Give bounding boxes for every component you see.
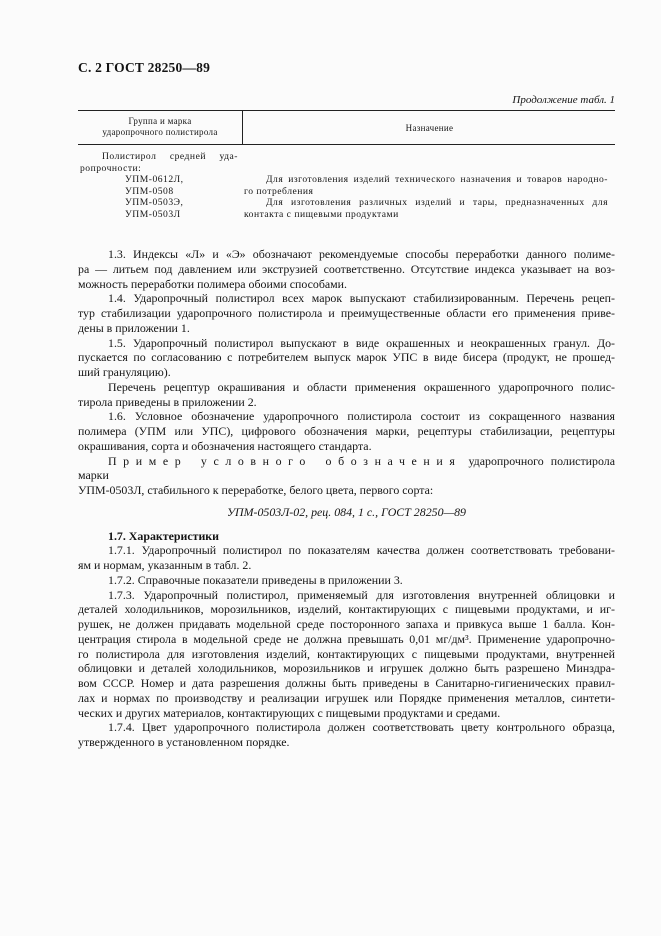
page-header: С. 2 ГОСТ 28250—89 bbox=[78, 60, 211, 75]
example-line: УПМ-0503Л, стабильного к переработке, белого цвета, первого сорта: bbox=[78, 483, 434, 497]
paragraph-line: тирола приведены в приложении 2. bbox=[78, 394, 257, 409]
example-line bbox=[78, 454, 615, 484]
table-top-rule bbox=[78, 110, 615, 111]
paragraph-line: 1.7.4. Цвет ударопрочного полистирола должен соответствовать цвету контрольного образца, bbox=[108, 720, 615, 735]
paragraph-line: 1.3. Индексы «Л» и «Э» обозначают рекомендуемые способы переработки данного полиме- bbox=[108, 247, 615, 261]
paragraph-line: облицовки и деталей холодильников, морозильников и игрушек должно быть разрешено Минздра- bbox=[78, 661, 615, 676]
table-cell-group bbox=[80, 151, 238, 221]
example-lead: Пример условного обозначения bbox=[108, 453, 462, 468]
table-group-line: ропрочности: bbox=[80, 162, 142, 174]
paragraph-line: 1.5. Ударопрочный полистирол выпускают в виде окрашенных и неокрашенных гранул. До- bbox=[108, 335, 615, 350]
section-title: 1.7. Характеристики bbox=[108, 528, 220, 543]
table-grade: УПМ-0503Э, bbox=[125, 197, 184, 209]
body-text bbox=[78, 247, 615, 750]
table-continuation-label: Продолжение табл. 1 bbox=[512, 94, 615, 106]
paragraph-line: ший грануляцию). bbox=[78, 365, 171, 379]
table-column-divider bbox=[242, 110, 243, 144]
paragraph-line: вом СССР. Номер и дата разрешения должны быть приведены в Санитарно-гигиенических правил- bbox=[78, 676, 615, 690]
paragraph-line: утвержденного в установленном порядке. bbox=[78, 735, 290, 749]
table-grade: УПМ-0508 bbox=[125, 185, 174, 197]
paragraph-line: лах и нормах по производству и реализации игрушек или Порядке применения металлов, синтети- bbox=[78, 690, 615, 705]
table-cell-purpose bbox=[244, 174, 608, 220]
paragraph-line: тур стабилизации ударопрочного полистирола и преимущественные области его применения приве- bbox=[78, 306, 615, 320]
paragraph-line: Перечень рецептур окрашивания и области применения окрашенного ударопрочного полис- bbox=[108, 379, 615, 394]
table-header-rule bbox=[78, 144, 615, 145]
paragraph-line: го полистирола для изготовления изделий, контактирующих с пищевыми продуктами, внутренней bbox=[78, 646, 615, 661]
table-purpose-line: Для изготовления различных изделий и тары, предназначенных для bbox=[266, 197, 608, 209]
paragraph-line: деталей холодильников, морозильников, изделий, контактирующих с пищевыми продуктами, и иг- bbox=[78, 602, 615, 617]
table-purpose-line: го потребления bbox=[244, 185, 314, 197]
paragraph-line: 1.6. Условное обозначение ударопрочного полистирола состоит из сокращенного названия bbox=[108, 409, 615, 424]
table-header-purpose: Назначение bbox=[405, 123, 454, 133]
table-grade: УПМ-0503Л bbox=[125, 208, 181, 220]
paragraph-line: ческих и других материалов, контактирующих с пищевыми продуктами и средами. bbox=[78, 705, 501, 720]
table-header-group: Группа и марка ударопрочного полистирола bbox=[102, 116, 218, 137]
paragraph-line: 1.7.3. Ударопрочный полистирол, применяемый для изготовления внутренней облицовки и bbox=[108, 587, 615, 602]
paragraph-line: полимера (УПМ или УПС), цифрового обозначения марки, рецептуры стабилизации, рецептуры bbox=[78, 424, 615, 438]
paragraph-line: рушек, не должен придавать модельной среде посторонного запаха и привкуса выше 1 балла. Кон- bbox=[78, 617, 615, 631]
example-rest: ударопрочного полистирола марки bbox=[78, 453, 615, 483]
paragraph-line: ра — литьем под давлением или экструзией соответственно. Отсутствие индекса указывает на воз- bbox=[78, 261, 615, 276]
paragraph-line: можность переработки полимера обоими способами. bbox=[78, 276, 348, 291]
paragraph-line: 1.7.1. Ударопрочный полистирол по показателям качества должен соответствовать требовани- bbox=[108, 543, 615, 558]
table-group-line: Полистирол средней уда- bbox=[102, 151, 238, 162]
paragraph-line: 1.4. Ударопрочный полистирол всех марок выпускают стабилизированным. Перечень рецеп- bbox=[108, 291, 615, 306]
paragraph-line: окрашивания, сорта и обозначения настоящего стандарта. bbox=[78, 438, 372, 453]
paragraph-line: дены в приложении 1. bbox=[78, 320, 190, 335]
table-purpose-line: Для изготовления изделий технического назначения и товаров народно- bbox=[266, 174, 608, 185]
example-formula: УПМ-0503Л-02, рец. 084, 1 с., ГОСТ 28250—89 bbox=[227, 504, 466, 519]
paragraph-line: центрация стирола в модельной среде не должна превышать 0,01 мг/дм³. Применение ударопрочно- bbox=[78, 631, 615, 646]
paragraph-line: пускается по согласованию с потребителем выпуск марок УПС в виде бисера (продукт, не прошед- bbox=[78, 350, 615, 365]
table-grade: УПМ-0612Л, bbox=[125, 174, 184, 186]
paragraph-line: ям и нормам, указанным в табл. 2. bbox=[78, 558, 252, 572]
table-purpose-line: контакта с пищевыми продуктами bbox=[244, 208, 399, 220]
paragraph-line: 1.7.2. Справочные показатели приведены в приложении 3. bbox=[108, 572, 403, 587]
